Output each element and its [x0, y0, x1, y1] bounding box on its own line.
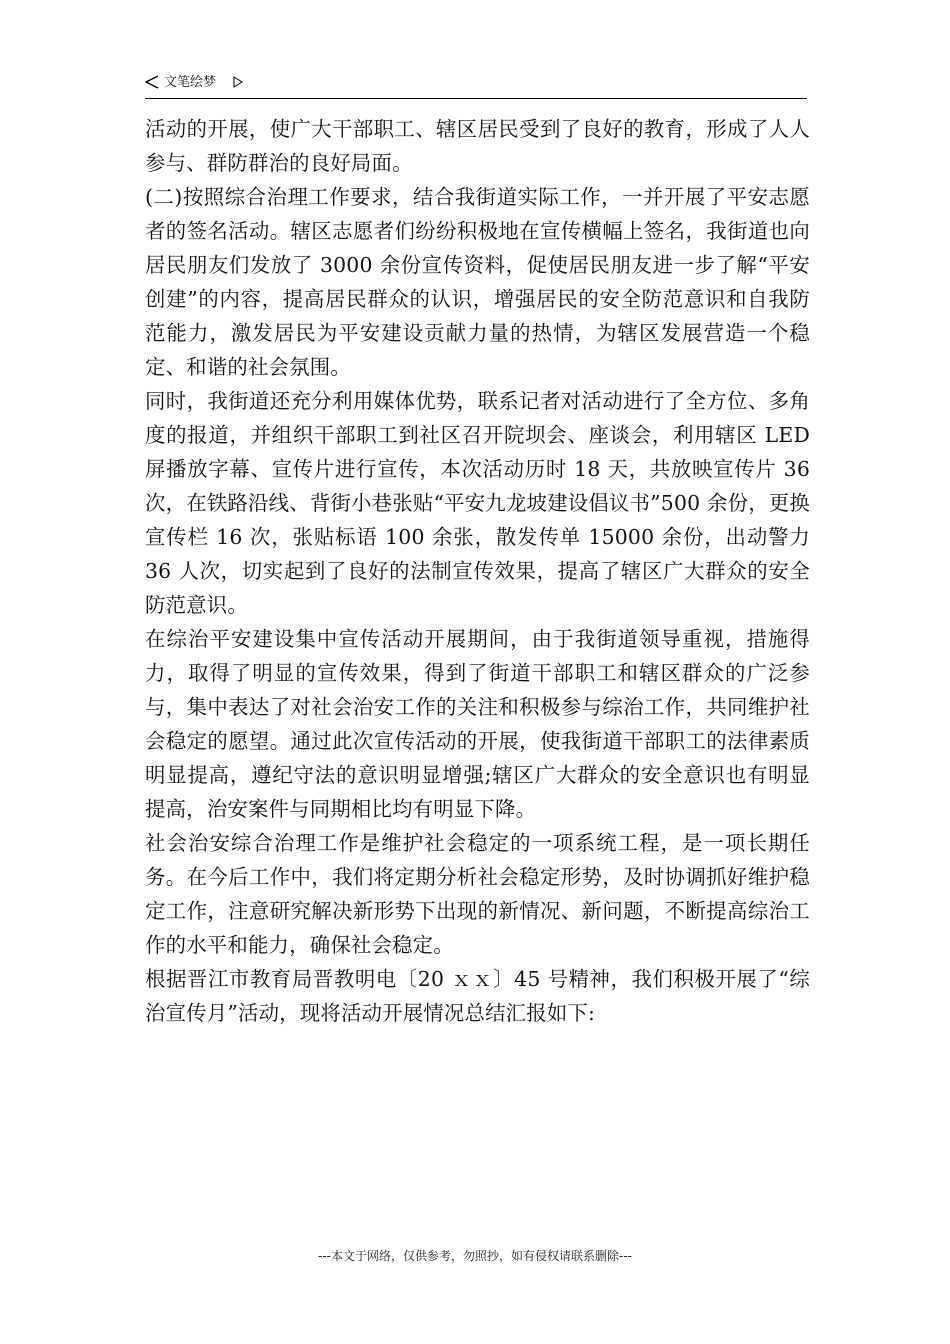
- paragraph: (二)按照综合治理工作要求，结合我街道实际工作，一并开展了平安志愿者的签名活动。辖区志愿者们纷纷积极地在宣传横幅上签名，我街道也向居民朋友们发放了 3000 余份宣传资料，促使居民朋友进一步了解“平安创建”的内容，提高居民群众的认识，增强居民的安全防范意识和自我防范能力，激发居民为平安建设贡献力量的热情，为辖区发展营造一个稳定、和谐的社会氛围。: [145, 185, 810, 379]
- paragraph: 社会治安综合治理工作是维护社会稳定的一项系统工程，是一项长期任务。在今后工作中，我们将定期分析社会稳定形势，及时协调抓好维护稳定工作，注意研究解决新形势下出现的新情况、新问题，不断提高综治工作的水平和能力，确保社会稳定。: [145, 831, 810, 957]
- header-title: 文笔绘梦: [164, 75, 217, 90]
- paragraph: 活动的开展，使广大干部职工、辖区居民受到了良好的教育，形成了人人参与、群防群治的良好局面。: [145, 117, 810, 175]
- right-triangle-icon: [233, 76, 243, 88]
- paragraph: 在综治平安建设集中宣传活动开展期间，由于我街道领导重视，措施得力，取得了明显的宣传效果，得到了街道干部职工和辖区群众的广泛参与，集中表达了对社会治安工作的关注和积极参与综治工作，共同维护社会稳定的愿望。通过此次宣传活动的开展，使我街道干部职工的法律素质明显提高，遵纪守法的意识明显增强;辖区广大群众的安全意识也有明显提高，治安案件与同期相比均有明显下降。: [145, 627, 810, 821]
- paragraph: 根据晋江市教育局晋教明电〔20 ｘｘ〕45 号精神，我们积极开展了“综治宣传月”活动，现将活动开展情况总结汇报如下:: [145, 967, 810, 1025]
- page-header: [145, 72, 807, 99]
- left-triangle-icon: [145, 75, 159, 89]
- paragraph: 同时，我街道还充分利用媒体优势，联系记者对活动进行了全方位、多角度的报道，并组织干部职工到社区召开院坝会、座谈会，利用辖区 LED 屏播放字幕、宣传片进行宣传，本次活动历时 18 天，共放映宣传片 36 次，在铁路沿线、背街小巷张贴“平安九龙坡建设倡议书”500 余份，更换宣传栏 16 次，张贴标语 100 余张，散发传单 15000 余份，出动警力 36 人次，切实起到了良好的法制宣传效果，提高了辖区广大群众的安全防范意识。: [145, 389, 810, 617]
- footer-disclaimer: ---本文于网络，仅供参考，勿照抄，如有侵权请联系删除---: [318, 1249, 632, 1263]
- document-body: [145, 112, 810, 1030]
